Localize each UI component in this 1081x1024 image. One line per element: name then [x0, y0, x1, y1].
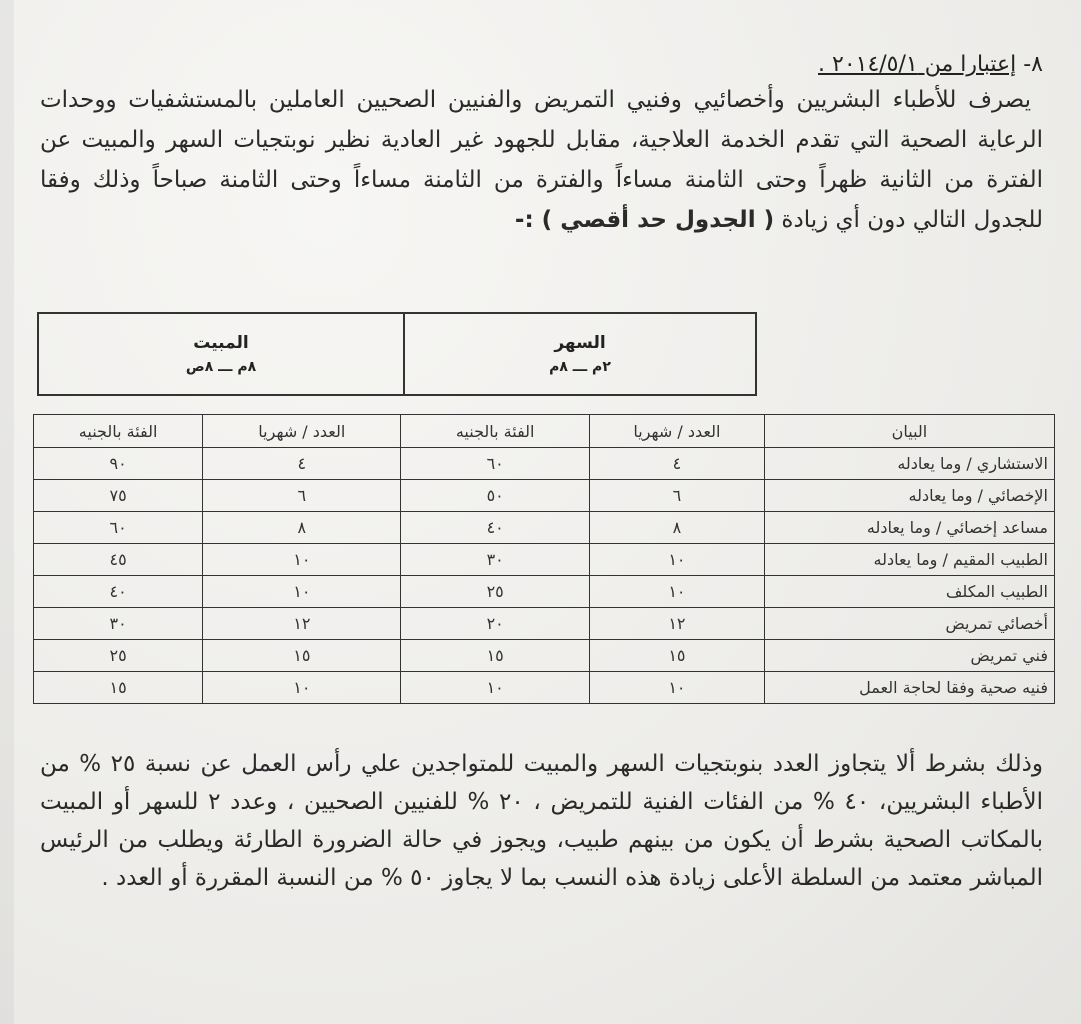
intro-bold-note: ( الجدول حد أقصي ) :-	[514, 207, 775, 233]
mabeet-count: ١٠	[203, 672, 401, 704]
col-header-sahar-count: العدد / شهريا	[589, 415, 764, 448]
table-row	[34, 544, 1055, 576]
table-row	[34, 480, 1055, 512]
sahar-count: ١٠	[589, 672, 764, 704]
table-row	[34, 608, 1055, 640]
mabeet-count: ١٠	[203, 544, 401, 576]
mabeet-rate: ٩٠	[34, 448, 203, 480]
mabeet-count: ٤	[203, 448, 401, 480]
sahar-header-cell	[404, 313, 756, 395]
condition-paragraph	[40, 745, 1043, 897]
sahar-count: ٨	[589, 512, 764, 544]
sahar-rate: ٣٠	[401, 544, 590, 576]
mabeet-rate: ١٥	[34, 672, 203, 704]
mabeet-count: ٦	[203, 480, 401, 512]
col-header-mabeet-rate: الفئة بالجنيه	[34, 415, 203, 448]
paper-edge	[0, 0, 14, 1024]
row-label: الطبيب المكلف	[764, 576, 1054, 608]
table-row	[34, 640, 1055, 672]
sahar-title: السهر	[554, 333, 606, 353]
col-header-description: البيان	[764, 415, 1054, 448]
mabeet-rate: ٢٥	[34, 640, 203, 672]
sahar-count: ١٥	[589, 640, 764, 672]
intro-text: يصرف للأطباء البشريين وأخصائيي وفنيي التمريض والفنيين الصحيين العاملين بالمستشفيات ووحدات الرعاية الصحية التي تقدم الخدمة العلاجية، مقابل للجهود غير العادية نظير نوبتجيات السهر والمبيت عن الفترة من الثانية ظهراً وحتى الثامنة مساءاً والفترة من الثامنة مساءاً وحتى الثامنة صباحاً وذلك وفقا للجدول التالي دون أي زيادة	[40, 87, 1043, 233]
sahar-count: ١٠	[589, 576, 764, 608]
row-label: الإخصائي / وما يعادله	[764, 480, 1054, 512]
table-header-row	[34, 415, 1055, 448]
table-row	[34, 512, 1055, 544]
row-label: فنيه صحية وفقا لحاجة العمل	[764, 672, 1054, 704]
clause-number: ٨-	[1023, 52, 1043, 77]
sahar-rate: ٥٠	[401, 480, 590, 512]
mabeet-rate: ٦٠	[34, 512, 203, 544]
sahar-rate: ٢٥	[401, 576, 590, 608]
sahar-count: ١٠	[589, 544, 764, 576]
sahar-rate: ١٠	[401, 672, 590, 704]
condition-text: وذلك بشرط ألا يتجاوز العدد بنوبتجيات السهر والمبيت للمتواجدين علي رأس العمل عن نسبة ٢٥ % من الأطباء البشريين، ٤٠ % من الفئات الفنية للتمريض ، ٢٠ % للفنيين الصحيين ، وعدد ٢ للسهر أو المبيت بالمكاتب الصحية بشرط أن يكون من بينهم طبيب، ويجوز في حالة الضرورة الطارئة ويطلب من الرئيس المباشر معتمد من السلطة الأعلى زيادة هذه النسب بما لا يجاوز ٥٠ % من النسبة المقررة أو العدد .	[40, 751, 1044, 891]
mabeet-count: ٨	[203, 512, 401, 544]
mabeet-title: المبيت	[193, 333, 249, 353]
table-row	[34, 576, 1055, 608]
row-label: مساعد إخصائي / وما يعادله	[764, 512, 1054, 544]
sahar-count: ٤	[589, 448, 764, 480]
row-label: فني تمريض	[764, 640, 1054, 672]
sahar-rate: ١٥	[401, 640, 590, 672]
row-label: الاستشاري / وما يعادله	[764, 448, 1054, 480]
sahar-rate: ٢٠	[401, 608, 590, 640]
mabeet-header-cell	[38, 313, 404, 395]
clause-heading	[818, 52, 1043, 77]
allowance-table	[33, 414, 1055, 704]
sahar-count: ٦	[589, 480, 764, 512]
mabeet-count: ١٠	[203, 576, 401, 608]
mabeet-rate: ٧٥	[34, 480, 203, 512]
table-row	[34, 672, 1055, 704]
mabeet-time: ٨م ـــ ٨ص	[185, 359, 257, 375]
clause-date: إعتبارا من ٢٠١٤/٥/١ .	[818, 52, 1017, 77]
sahar-rate: ٤٠	[401, 512, 590, 544]
sahar-rate: ٦٠	[401, 448, 590, 480]
mabeet-count: ١٢	[203, 608, 401, 640]
col-header-mabeet-count: العدد / شهريا	[203, 415, 401, 448]
mabeet-rate: ٤٥	[34, 544, 203, 576]
intro-paragraph	[40, 80, 1043, 240]
row-label: أخصائي تمريض	[764, 608, 1054, 640]
row-label: الطبيب المقيم / وما يعادله	[764, 544, 1054, 576]
mabeet-rate: ٤٠	[34, 576, 203, 608]
sahar-time: ٢م ـــ ٨م	[549, 359, 611, 375]
shift-header-table	[37, 312, 757, 396]
mabeet-count: ١٥	[203, 640, 401, 672]
col-header-sahar-rate: الفئة بالجنيه	[401, 415, 590, 448]
table-row	[34, 448, 1055, 480]
mabeet-rate: ٣٠	[34, 608, 203, 640]
sahar-count: ١٢	[589, 608, 764, 640]
